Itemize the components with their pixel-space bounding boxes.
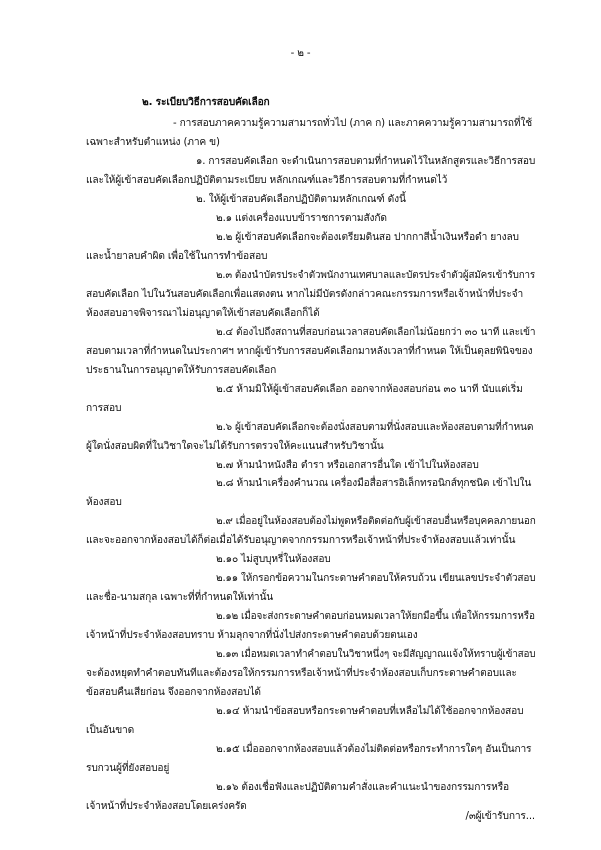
page-number: - ๒ - — [290, 48, 311, 59]
text-line: และน้ำยาลบคำผิด เพื่อใช้ในการทำข้อสอบ — [86, 251, 268, 262]
text-line: เฉพาะสำหรับตำแหน่ง (ภาค ข) — [86, 137, 220, 148]
text-line: ผู้ใดนั่งสอบผิดที่ในวิชาใดจะไม่ได้รับการตรวจให้คะแนนสำหรับวิชานั้น — [86, 441, 384, 452]
text-line: จะต้องหยุดทำคำตอบทันทีและต้องรอให้กรรมการหรือเจ้าหน้าที่ประจำห้องสอบเก็บกระดาษคำตอบและ — [86, 668, 517, 679]
text-line: เจ้าหน้าที่ประจำห้องสอบทราบ ห้ามลุกจากที่นั่งไปส่งกระดาษคำตอบด้วยตนเอง — [86, 630, 418, 641]
text-line: และจะออกจากห้องสอบได้ก็ต่อเมื่อได้รับอนุญาตจากกรรมการหรือเจ้าหน้าที่ประจำห้องสอบแล้วเท่านั้น — [86, 535, 516, 546]
text-line: ๒.๖ ผู้เข้าสอบคัดเลือกจะต้องนั่งสอบตามที่นั่งสอบและห้องสอบตามที่กำหนด — [216, 422, 534, 433]
text-line: ๒.๘ ห้ามนำเครื่องคำนวณ เครื่องมือสื่อสารอิเล็กทรอนิกส์ทุกชนิด เข้าไปใน — [216, 478, 532, 489]
text-line: - การสอบภาคความรู้ความสามารถทั่วไป (ภาค ก) และภาคความรู้ความสามารถที่ใช้ — [173, 118, 532, 129]
text-line: ๒.๑๒ เมื่อจะส่งกระดาษคำตอบก่อนหมดเวลาให้ยกมือขึ้น เพื่อให้กรรมการหรือ — [216, 611, 535, 622]
text-line: ๒.๙ เมื่ออยู่ในห้องสอบต้องไม่พูดหรือติดต่อกับผู้เข้าสอบอื่นหรือบุคคลภายนอก — [216, 516, 536, 527]
text-line: การสอบ — [86, 403, 122, 414]
text-line: ๒.๑๓ เมื่อหมดเวลาทำคำตอบในวิชาหนึ่งๆ จะมีสัญญาณแจ้งให้ทราบผู้เข้าสอบ — [216, 649, 536, 660]
text-line: ๒.๔ ต้องไปถึงสถานที่สอบก่อนเวลาสอบคัดเลือกไม่น้อยกว่า ๓๐ นาที และเข้า — [216, 327, 536, 338]
text-line: และให้ผู้เข้าสอบคัดเลือกปฏิบัติตามระเบียบ หลักเกณฑ์และวิธีการสอบตามที่กำหนดไว้ — [86, 175, 448, 186]
text-line: เจ้าหน้าที่ประจำห้องสอบโดยเคร่งครัด — [86, 801, 247, 812]
text-line: ๒.๑๔ ห้ามนำข้อสอบหรือกระดาษคำตอบที่เหลือไม่ได้ใช้ออกจากห้องสอบ — [216, 706, 524, 717]
text-line: ห้องสอบอาจพิจารณาไม่อนุญาตให้เข้าสอบคัดเลือกก็ได้ — [86, 308, 320, 319]
continuation-note: /๓ผู้เข้ารับการ... — [465, 811, 535, 822]
text-line: ประธานในการอนุญาตให้รับการสอบคัดเลือก — [86, 365, 277, 376]
text-line: ห้องสอบ — [86, 497, 122, 508]
text-line: และชื่อ-นามสกุล เฉพาะที่ที่กำหนดให้เท่านั้น — [86, 592, 274, 603]
text-line: สอบตามเวลาที่กำหนดในประกาศฯ หากผู้เข้ารับการสอบคัดเลือกมาหลังเวลาที่กำหนด ให้เป็นดุลยพินิจของ — [86, 346, 533, 357]
text-line: ๒.๒ ผู้เข้าสอบคัดเลือกจะต้องเตรียมดินสอ ปากกาสีน้ำเงินหรือดำ ยางลบ — [216, 232, 519, 243]
text-line: ๒.๗ ห้ามนำหนังสือ ตำรา หรือเอกสารอื่นใด เข้าไปในห้องสอบ — [216, 460, 479, 471]
text-line: ๒.๓ ต้องนำบัตรประจำตัวพนักงานเทศบาลและบัตรประจำตัวผู้สมัครเข้ารับการ — [216, 270, 536, 281]
text-line: ๒.๑ แต่งเครื่องแบบข้าราชการตามสังกัด — [216, 213, 387, 224]
text-line: ๒.๑๐ ไม่สูบบุหรี่ในห้องสอบ — [216, 554, 331, 565]
text-line: ข้อสอบคืนเสียก่อน จึงออกจากห้องสอบได้ — [86, 687, 261, 698]
text-line: สอบคัดเลือก ไปในวันสอบคัดเลือกเพื่อแสดงตน หากไม่มีบัตรดังกล่าวคณะกรรมการหรือเจ้าหน้าที่ประจำ — [86, 289, 524, 300]
text-line: ๒.๑๑ ให้กรอกข้อความในกระดาษคำตอบให้ครบถ้วน เขียนเลขประจำตัวสอบ — [216, 573, 536, 584]
text-line: ๒.๑๕ เมื่อออกจากห้องสอบแล้วต้องไม่ติดต่อหรือกระทำการใดๆ อันเป็นการ — [216, 744, 532, 755]
section-heading: ๒. ระเบียบวิธีการสอบคัดเลือก — [142, 97, 270, 108]
text-line: ๒.๑๖ ต้องเชื่อฟังและปฏิบัติตามคำสั่งและคำแนะนำของกรรมการหรือ — [216, 782, 509, 793]
text-line: ๑. การสอบคัดเลือก จะดำเนินการสอบตามที่กำหนดไว้ในหลักสูตรและวิธีการสอบ — [196, 156, 536, 167]
text-line: เป็นอันขาด — [86, 725, 135, 736]
text-line: ๒.๕ ห้ามมิให้ผู้เข้าสอบคัดเลือก ออกจากห้องสอบก่อน ๓๐ นาที นับแต่เริ่ม — [216, 384, 523, 395]
text-line: ๒. ให้ผู้เข้าสอบคัดเลือกปฏิบัติตามหลักเกณฑ์ ดังนี้ — [196, 194, 406, 205]
text-line: รบกวนผู้ที่ยังสอบอยู่ — [86, 763, 170, 774]
